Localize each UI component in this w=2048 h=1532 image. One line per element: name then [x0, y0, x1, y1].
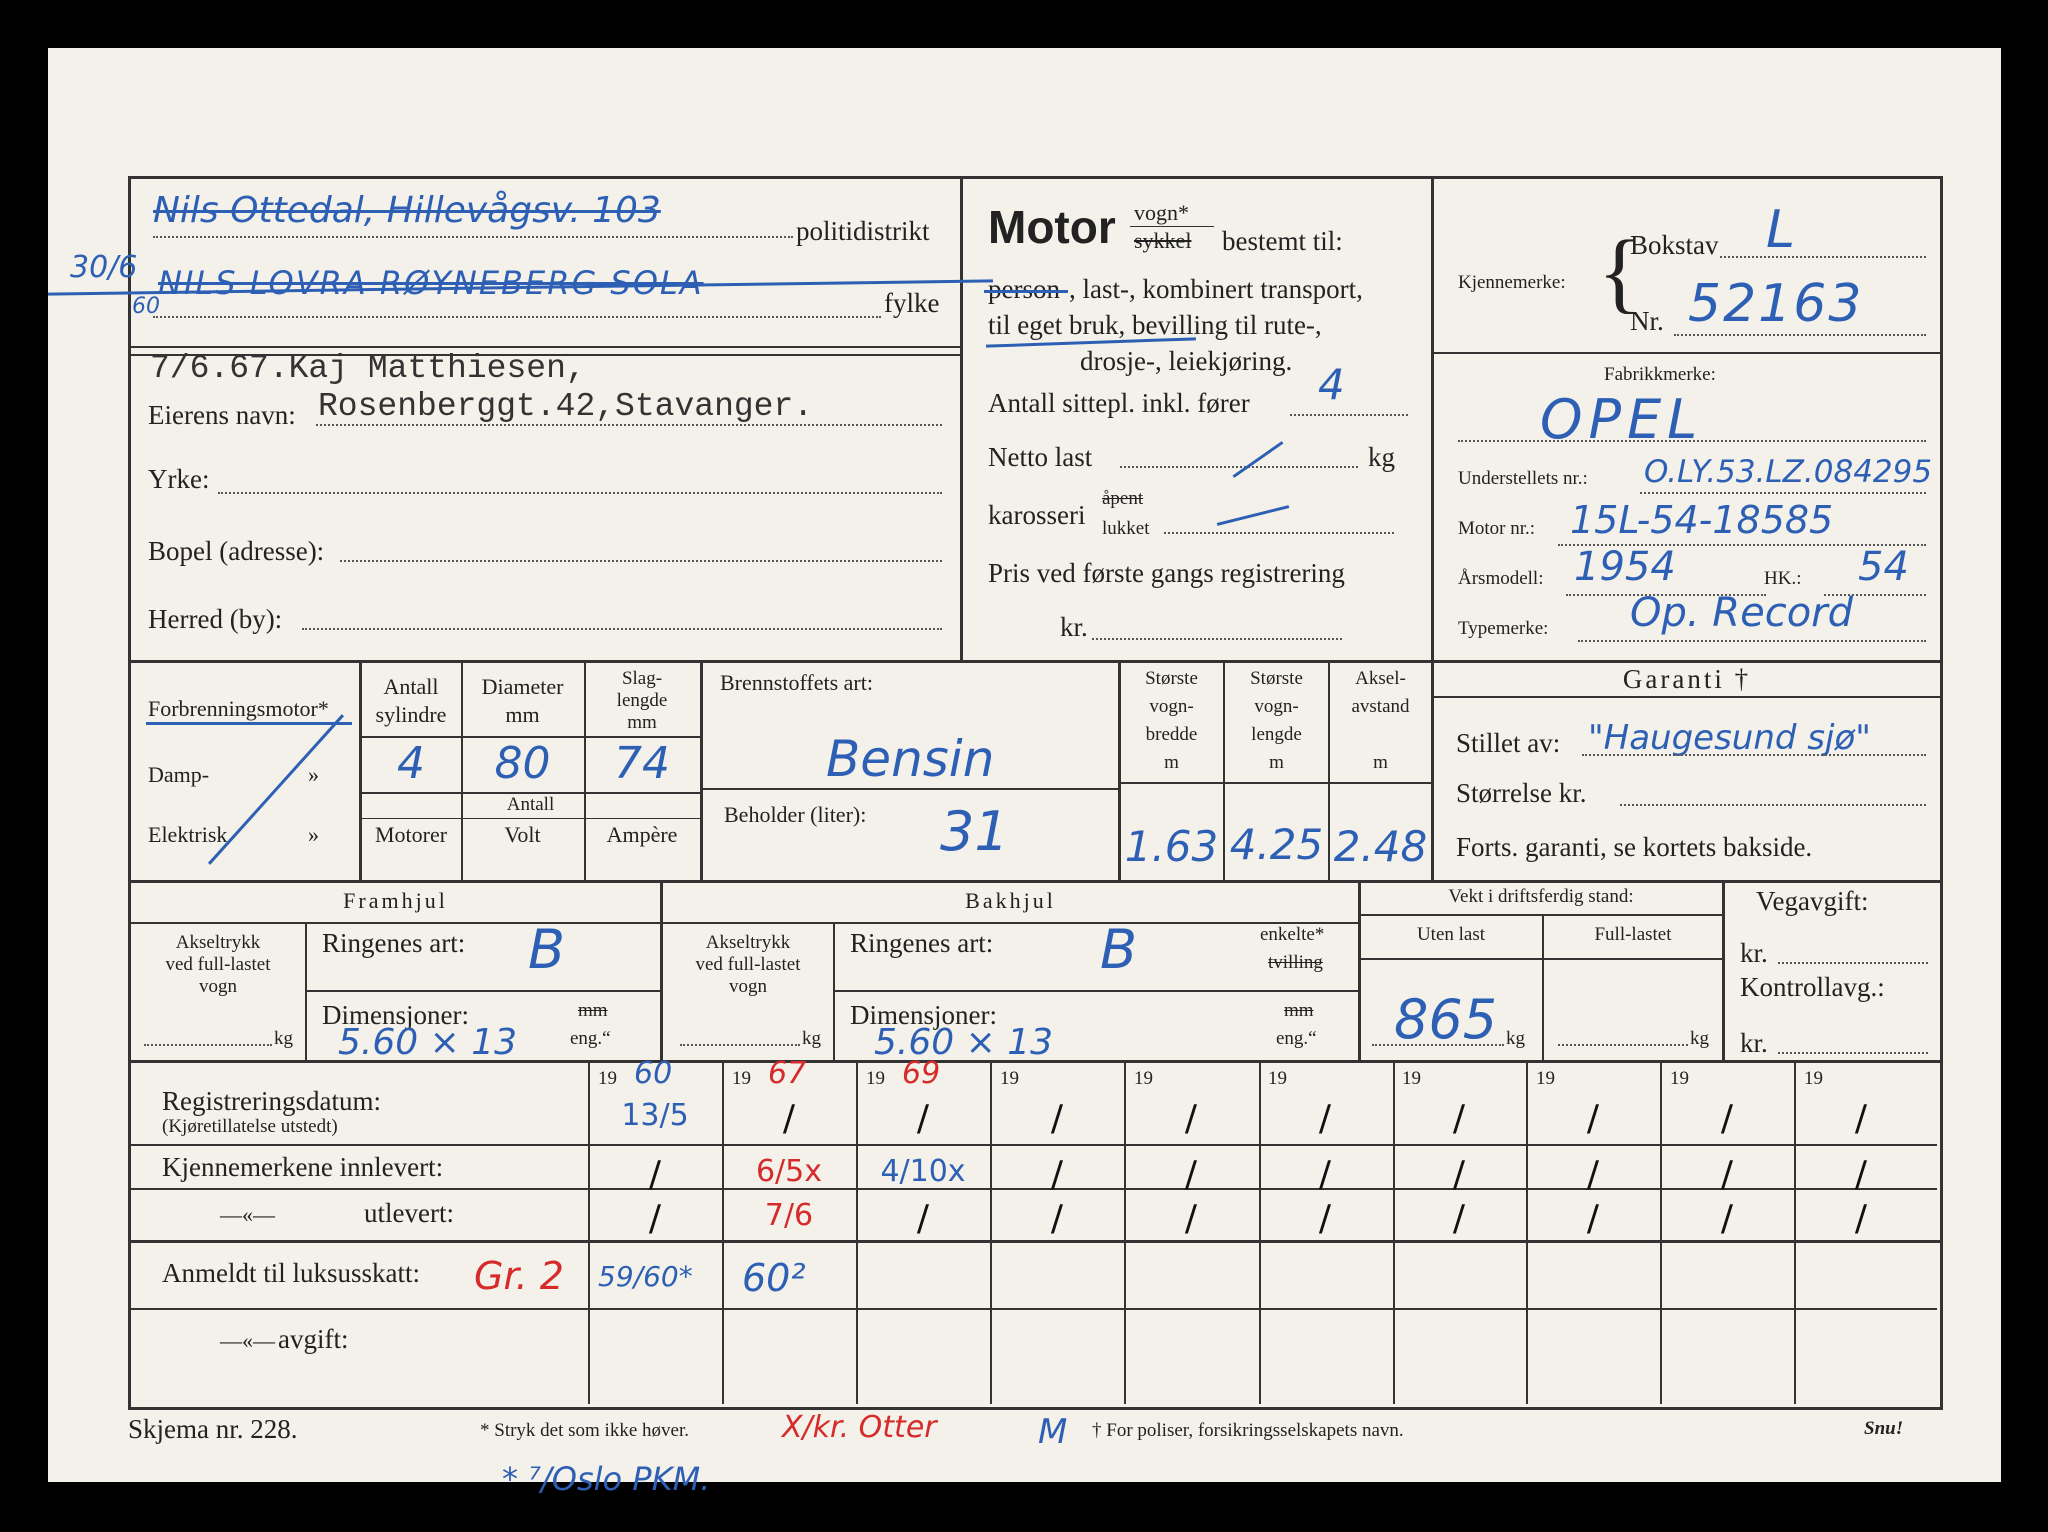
red-handwriting: X/kr. Otter	[782, 1410, 937, 1445]
typemerke-value: Op. Record	[1630, 590, 1854, 636]
reg-date-value: /	[1854, 1098, 1868, 1139]
blue-m: M	[1038, 1412, 1068, 1452]
previous-owner-2: NILS LOVRA RØYNEBERG SOLA	[158, 264, 704, 302]
label-pris: Pris ved første gangs registrering	[988, 558, 1345, 588]
dotted-line	[1372, 1044, 1504, 1046]
brennstoff-value: Bensin	[826, 730, 995, 788]
innlevert-value: /	[1586, 1154, 1600, 1195]
dotted-line	[1120, 466, 1358, 468]
slag-value: 74	[614, 738, 670, 789]
label-diameter-1: Diameter	[481, 674, 564, 699]
utlevert-value: /	[1586, 1198, 1600, 1239]
innlevert-value: /	[648, 1154, 662, 1195]
motor-line-3: drosje-, leiekjøring.	[1080, 346, 1293, 376]
label-fylke: fylke	[884, 288, 940, 318]
rear-kg-unit: kg	[802, 1028, 821, 1049]
dotted-line	[1578, 640, 1926, 642]
innlevert-value: /	[1720, 1154, 1734, 1195]
reg-date-value: /	[1050, 1098, 1064, 1139]
utlevert-value: /	[648, 1198, 662, 1239]
label-bredde-4: m	[1164, 752, 1179, 773]
label-fabrikkmerke: Fabrikkmerke:	[1604, 364, 1716, 385]
rear-mm: mm	[1284, 1000, 1314, 1021]
annotation-year: 60	[132, 294, 160, 319]
label-hk: HK.:	[1764, 568, 1802, 589]
ditto-damp: »	[308, 762, 319, 787]
label-kjoretillatelse: (Kjøretillatelse utstedt)	[162, 1116, 338, 1137]
divider-h	[131, 1144, 1937, 1146]
label-tvilling: tvilling	[1268, 952, 1323, 973]
utlevert-value: /	[1050, 1198, 1064, 1239]
blue-underline	[146, 722, 352, 725]
arsmodell-value: 1954	[1574, 544, 1676, 590]
sylindre-value: 4	[397, 738, 425, 789]
divider-h	[131, 346, 960, 348]
label-bredde-1: Største	[1145, 668, 1198, 689]
year-value: 60	[634, 1056, 673, 1091]
divider-h	[131, 922, 660, 924]
karosseri-lukket: lukket	[1102, 518, 1150, 539]
dotted-line	[680, 1044, 800, 1046]
label-vekt: Vekt i driftsferdig stand:	[1448, 886, 1634, 907]
reg-date-value: /	[782, 1098, 796, 1139]
year-prefix: 19	[1134, 1068, 1153, 1089]
stillet-av-value: "Haugesund sjø"	[1588, 718, 1871, 758]
fabrikkmerke-value: OPEL	[1540, 388, 1704, 451]
label-akseltrykk-front-3: vogn	[199, 976, 237, 997]
dotted-line	[1558, 1044, 1688, 1046]
divider-h	[128, 880, 1940, 883]
label-antall-sylindre-2: sylindre	[375, 702, 447, 727]
garanti-title: Garanti †	[1622, 664, 1752, 694]
motor-bestemt-til: bestemt til:	[1222, 226, 1343, 256]
nr-value: 52163	[1688, 274, 1864, 334]
label-brennstoff: Brennstoffets art:	[720, 670, 873, 695]
divider-h	[361, 818, 700, 819]
annotation-date: 30/6	[70, 250, 138, 285]
label-diameter-2: mm	[505, 702, 540, 727]
divider-h	[1434, 696, 1940, 698]
year-prefix: 19	[598, 1068, 617, 1089]
divider-h	[700, 788, 1118, 790]
label-dimensjoner-front: Dimensjoner:	[322, 1000, 469, 1030]
divider-v	[700, 660, 703, 880]
utlevert-value: /	[1184, 1198, 1198, 1239]
bredde-value: 1.63	[1124, 822, 1219, 871]
label-bredde-3: bredde	[1145, 724, 1198, 745]
snu: Snu!	[1864, 1418, 1904, 1439]
label-akseltrykk-rear-1: Akseltrykk	[705, 932, 791, 953]
divider-h	[1434, 352, 1940, 354]
label-kjennemerke: Kjennemerke:	[1458, 272, 1566, 293]
divider-h	[1118, 782, 1431, 784]
label-slag-2: lengde	[616, 690, 668, 711]
utlevert-value: /	[1854, 1198, 1868, 1239]
luksus-value: Gr. 2	[474, 1254, 564, 1298]
label-typemerke: Typemerke:	[1458, 618, 1549, 639]
year-prefix: 19	[1402, 1068, 1421, 1089]
dotted-line	[1720, 256, 1926, 258]
front-dim-value: 5.60 × 13	[338, 1022, 518, 1063]
innlevert-value: /	[1050, 1154, 1064, 1195]
blue-strike	[984, 290, 1068, 293]
front-kg-unit: kg	[274, 1028, 293, 1049]
fraction-line	[1130, 226, 1214, 227]
dotted-line	[153, 236, 793, 238]
uten-last-value: 865	[1394, 988, 1498, 1051]
label-luksusskatt: Anmeldt til luksusskatt:	[162, 1258, 421, 1288]
luksus-col-2: 60²	[742, 1256, 806, 1300]
motor-vogn: vogn*	[1134, 200, 1189, 225]
year-prefix: 19	[1268, 1068, 1287, 1089]
utlevert-value: /	[1318, 1198, 1332, 1239]
ditto-elektrisk: »	[308, 822, 319, 847]
innlevert-value: /	[1854, 1154, 1868, 1195]
divider-v	[960, 176, 963, 660]
previous-owner-1: Nils Ottedal, Hillevågsv. 103	[153, 190, 661, 231]
label-avgift: avgift:	[278, 1324, 349, 1354]
front-ring-value: B	[528, 918, 566, 981]
label-damp: Damp-	[148, 762, 210, 787]
stryk-note: * Stryk det som ikke høver.	[480, 1420, 689, 1441]
label-slag-1: Slag-	[621, 668, 663, 689]
vegavgift-kr: kr.	[1740, 938, 1768, 968]
divider-h	[1360, 914, 1722, 916]
typed-owner-line-2: Rosenberggt.42,Stavanger.	[318, 388, 814, 425]
front-eng: eng.“	[570, 1028, 611, 1049]
skjema-nr: Skjema nr. 228.	[128, 1414, 298, 1444]
divider-h	[128, 660, 1940, 663]
label-full-lastet: Full-lastet	[1594, 924, 1672, 945]
divider-v	[1722, 880, 1725, 1060]
beholder-value: 31	[940, 800, 1009, 863]
label-vegavgift: Vegavgift:	[1756, 886, 1869, 916]
label-politidistrikt: politidistrikt	[796, 216, 930, 246]
divider-h	[834, 990, 1358, 992]
label-framhjul: Framhjul	[343, 888, 448, 913]
hk-value: 54	[1858, 544, 1909, 590]
label-bokstav: Bokstav	[1630, 230, 1719, 260]
label-antall: Antall	[506, 794, 555, 815]
label-slag-3: mm	[627, 712, 657, 733]
understell-value: O.LY.53.LZ.084295	[1644, 454, 1933, 490]
label-ampere: Ampère	[606, 822, 678, 847]
label-antall-sittepl: Antall sittepl. inkl. fører	[988, 388, 1250, 418]
front-mm: mm	[578, 1000, 608, 1021]
year-value: 69	[902, 1056, 941, 1091]
motor-line-2: til eget bruk, bevilling til rute-,	[988, 310, 1322, 340]
label-understell: Understellets nr.:	[1458, 468, 1588, 489]
label-herred: Herred (by):	[148, 604, 283, 634]
label-beholder: Beholder (liter):	[724, 802, 867, 827]
label-stillet-av: Stillet av:	[1456, 728, 1561, 758]
label-nr: Nr.	[1630, 306, 1664, 336]
innlevert-value: 4/10x	[880, 1154, 966, 1189]
divider-h	[131, 1308, 1937, 1310]
label-bredde-2: vogn-	[1149, 696, 1194, 717]
year-prefix: 19	[1000, 1068, 1019, 1089]
divider-h	[663, 922, 1358, 924]
divider-v	[1431, 176, 1434, 660]
registration-card	[48, 48, 2001, 1498]
label-yrke: Yrke:	[148, 464, 210, 494]
motor-sykkel: sykkel	[1134, 228, 1192, 253]
dotted-line	[1674, 334, 1926, 336]
label-lengde-4: m	[1269, 752, 1284, 773]
poliser-note: † For poliser, forsikringsselskapets navn.	[1092, 1420, 1404, 1441]
label-aksel-3: m	[1373, 752, 1388, 773]
karosseri-apent: åpent	[1102, 488, 1144, 509]
label-ringenes-art-front: Ringenes art:	[322, 928, 466, 958]
rear-ring-value: B	[1100, 918, 1138, 981]
innlevert-value: 6/5x	[755, 1154, 823, 1189]
uten-kg-unit: kg	[1506, 1028, 1525, 1049]
dotted-line	[340, 560, 942, 562]
motor-nr-value: 15L-54-18585	[1570, 498, 1834, 542]
reg-date-value: /	[1586, 1098, 1600, 1139]
divider-h	[128, 1240, 1940, 1243]
full-kg-unit: kg	[1690, 1028, 1709, 1049]
label-arsmodell: Årsmodell:	[1458, 568, 1544, 589]
rear-eng: eng.“	[1276, 1028, 1317, 1049]
label-ringenes-art-rear: Ringenes art:	[850, 928, 994, 958]
dotted-line	[1164, 532, 1394, 534]
divider-h	[306, 990, 660, 992]
motor-line-1: person-, last-, kombinert transport,	[988, 274, 1363, 304]
year-value: 67	[768, 1056, 807, 1091]
label-akseltrykk-front-1: Akseltrykk	[175, 932, 261, 953]
label-kontrollavg: Kontrollavg.:	[1740, 972, 1885, 1002]
utlevert-prefix: —«—	[220, 1202, 275, 1227]
year-prefix: 19	[1804, 1068, 1823, 1089]
brace: {	[1598, 223, 1642, 322]
reg-date-value: /	[1720, 1098, 1734, 1139]
label-motor-nr: Motor nr.:	[1458, 518, 1536, 539]
reg-date-value: /	[1318, 1098, 1332, 1139]
innlevert-value: /	[1318, 1154, 1332, 1195]
dotted-line	[1458, 440, 1926, 442]
label-innlevert: Kjennemerkene innlevert:	[162, 1152, 444, 1182]
dotted-line	[1640, 492, 1926, 494]
rear-dim-value: 5.60 × 13	[874, 1022, 1054, 1063]
label-bopel: Bopel (adresse):	[148, 536, 325, 566]
label-akseltrykk-front-2: ved full-lastet	[165, 954, 271, 975]
label-forbrenningsmotor: Forbrenningsmotor*	[148, 696, 329, 721]
label-elektrisk: Elektrisk	[148, 822, 228, 847]
typed-owner-line-1: 7/6.67.Kaj Matthiesen,	[150, 350, 586, 387]
label-akseltrykk-rear-2: ved full-lastet	[695, 954, 801, 975]
label-uten-last: Uten last	[1416, 924, 1486, 945]
label-netto-last: Netto last	[988, 442, 1093, 472]
motor-title: Motor	[988, 201, 1116, 253]
label-lengde-2: vogn-	[1254, 696, 1299, 717]
divider-v	[588, 1240, 590, 1404]
blue-handwriting: * ⁷/Oslo PKM.	[502, 1460, 711, 1498]
year-prefix: 19	[1536, 1068, 1555, 1089]
netto-kg-unit: kg	[1368, 442, 1395, 472]
dotted-line	[1620, 804, 1926, 806]
reg-date-value: /	[916, 1098, 930, 1139]
label-aksel-1: Aksel-	[1355, 668, 1406, 689]
dotted-line	[144, 1044, 272, 1046]
innlevert-value: /	[1184, 1154, 1198, 1195]
label-lengde-1: Største	[1250, 668, 1303, 689]
utlevert-value: /	[1720, 1198, 1734, 1239]
reg-date-value: /	[1452, 1098, 1466, 1139]
dotted-line	[1582, 754, 1926, 756]
label-dimensjoner-rear: Dimensjoner:	[850, 1000, 997, 1030]
kontroll-kr: kr.	[1740, 1028, 1768, 1058]
label-enkelte: enkelte*	[1260, 924, 1325, 945]
label-lengde-3: lengde	[1251, 724, 1302, 745]
dotted-line	[302, 628, 942, 630]
divider-v	[1259, 1240, 1261, 1404]
label-utlevert: utlevert:	[364, 1198, 454, 1228]
dotted-line	[218, 492, 942, 494]
label-motorer: Motorer	[374, 822, 448, 847]
utlevert-value: 7/6	[764, 1198, 814, 1233]
dotted-line	[1778, 962, 1928, 964]
label-storrelse: Størrelse kr.	[1456, 778, 1587, 808]
pris-kr: kr.	[1060, 612, 1088, 642]
antall-sittepl-value: 4	[1318, 360, 1345, 409]
utlevert-value: /	[916, 1198, 930, 1239]
label-registreringsdatum: Registreringsdatum:	[162, 1086, 381, 1116]
label-bakhjul: Bakhjul	[965, 888, 1056, 913]
bokstav-value: L	[1766, 200, 1795, 260]
aksel-value: 2.48	[1333, 822, 1428, 871]
dotted-line	[1092, 638, 1342, 640]
dotted-line	[1778, 1052, 1928, 1054]
year-prefix: 19	[732, 1068, 751, 1089]
luksus-col-1: 59/60*	[598, 1260, 693, 1293]
year-prefix: 19	[866, 1068, 885, 1089]
diameter-value: 80	[494, 738, 551, 789]
divider-h	[1360, 958, 1722, 960]
dotted-line	[153, 316, 881, 318]
label-akseltrykk-rear-3: vogn	[729, 976, 767, 997]
reg-date-value: /	[1184, 1098, 1198, 1139]
innlevert-value: /	[1452, 1154, 1466, 1195]
garanti-forts: Forts. garanti, se kortets bakside.	[1456, 832, 1813, 862]
label-aksel-2: avstand	[1351, 696, 1410, 717]
dotted-line	[1290, 414, 1408, 416]
year-prefix: 19	[1670, 1068, 1689, 1089]
label-karosseri: karosseri	[988, 500, 1086, 530]
lengde-value: 4.25	[1229, 820, 1324, 869]
label-eierens-navn: Eierens navn:	[148, 400, 296, 430]
reg-date-value: 13/5	[621, 1098, 689, 1133]
avgift-prefix: —«—	[220, 1328, 275, 1353]
dotted-line	[316, 424, 942, 426]
label-antall-sylindre-1: Antall	[383, 674, 439, 699]
utlevert-value: /	[1452, 1198, 1466, 1239]
divider-v	[1393, 1240, 1395, 1404]
label-volt: Volt	[504, 822, 541, 847]
